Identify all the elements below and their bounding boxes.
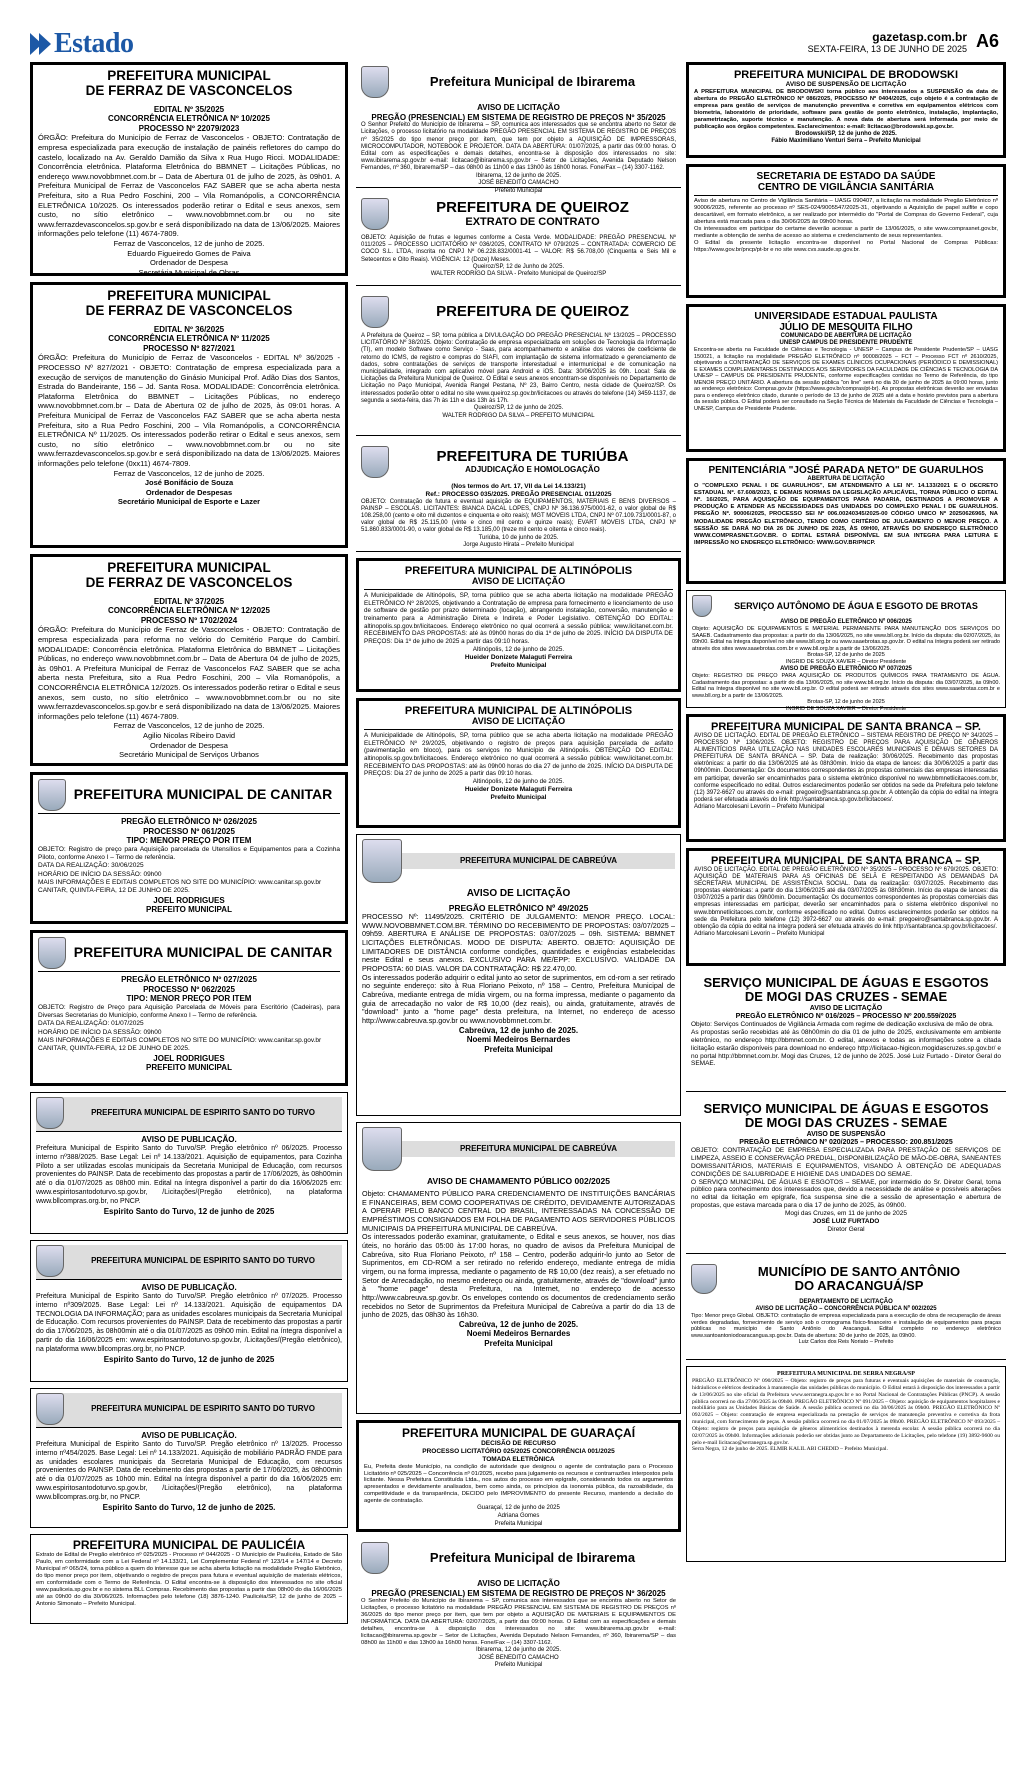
notice-title: PREFEITURA MUNICIPAL DE BRODOWSKI [733, 69, 959, 81]
notice-ibirarema-36 [356, 1538, 681, 1669]
notice-subtitle: PREGÃO ELETRÔNICO Nº 027/2025 [121, 975, 257, 984]
notice-body: Objeto: CHAMAMENTO PÚBLICO PARA CREDENCIAMENTO DE INSTITUIÇÕES BANCÁRIAS E FINANCEIRAS, BEM COMO COOPERATIVAS DE CRÉDITO, DEVIDAMENTE AUTORIZADAS A OPERAR PELO BANCO CENTRAL DO BRASIL, INTERESSADAS NA CONCESSÃO DE EMPRÉSTIMOS CONSIGNADOS EM FOLHA DE PAGAMENTO AOS SERVIDORES PÚBLICOS MUNICIPAIS DA PREFEITURA MUNICIPAL DE CABREÚVA. Os interessados poderão examinar, gratuitamente, o Edital e seus anexos, se houver, nos dias úteis, no horário das 05:00 às 17:00 horas, no quadro de avisos da Prefeitura Municipal de Cabreúva, sito Rua Floriano Peixoto, nº 158 – Centro, poderão adquirir-lo junto ao Setor de Suprimentos, em CD-ROM a ser retirado no referido endereço, mediante entrega de mídia virgem, ou na forma impressa, mediante o pagamento de R$ 10,00 (dez reais), a ser efetuado no Setor de Arrecadação, no mesmo endereço ou ainda, gratuitamente, através de "download" junto à "home page" desta Prefeitura, na Internet, no endereço de acesso http://www.cabreuva.sp.gov.br. Os envelopes contendo os documentos de credenciamento serão recebidos no Setor de Suprimentos da Prefeitura Municipal de Cabreúva a partir do dia 13 de junho de 2025, das 08h30 às 16h30. [362, 1189, 675, 1320]
notice-subtitle: AVISO DE CHAMAMENTO PÚBLICO 002/2025 [427, 1176, 610, 1186]
notice-body: OBJETO: Aquisição de frutas e legumes conforme a Cesta Verde. MODALIDADE: PREGÃO PRESENCIAL Nº 011/2025 – PROCESSO LICITATÓRIO Nº 036/2025, CONTRATO Nº 079/2025 – CONTRATADA: COMERCIO DE COCO S.L. LTDA, inscrita no CNPJ Nº 06.228.832/0001-41 – VALOR: R$ 56.708,00 (Cinquenta e Seis Mil e Setecentos e Oito Reais). VIGÊNCIA: 12 (Doze) Meses. [361, 235, 676, 263]
notice-date: Ferraz de Vasconcelos, 12 de junho de 2025. [113, 468, 265, 478]
notice-subtitle: EDITAL Nº 35/2025 [153, 104, 225, 114]
notice-title: PREFEITURA MUNICIPAL DE FERRAZ DE VASCONCELOS [85, 288, 293, 318]
notice-title: PREFEITURA MUNICIPAL DE ESPIRITO SANTO DO TURVO [91, 1108, 315, 1118]
signature-role: PREFEITO MUNICIPAL [146, 1063, 232, 1073]
notice-body: Prefeitura Municipal de Espirito Santo do Turvo/SP. Pregão eletrônico nº 13/2025. Processo interno nº454/2025. Base Legal: Lei nº 14.133/2021. Aquisição de mobiliário PADRÃO FNDE para as unidades escolares municipais da Secretaria Municipal de Educação, com recursos provenientes do PAINSP. Data de recebimento das propostas a partir de 17/06/2025, às 08h00min até o dia 01/07/2025 as 10h00 min. Edital na íntegra disponível a partir do dia 16/06/2025 em: www.espiritosantodoturvo.sp.gov.br, /Licitações/(Pregão eletrônico), na plataforma www.bllcompras.org.br, no PNCP. [36, 1440, 342, 1502]
signature-name: JOSÉ BENEDITO CAMACHO [478, 1654, 559, 1661]
notice-subtitle: TOMADA ELETRÔNICA [482, 1455, 555, 1463]
signature-name: José Bonifácio de Souza [144, 478, 234, 488]
signature-name: JOEL RODRIGUES [153, 895, 225, 905]
notice-title: SERVIÇO AUTÔNOMO DE ÁGUA E ESGOTO DE BROTAS [734, 600, 978, 611]
notice-santa-branca-35 [686, 848, 1006, 966]
municipal-crest-icon [691, 1264, 717, 1294]
notice-title: PREFEITURA MUNICIPAL DE FERRAZ DE VASCONCELOS [85, 68, 293, 98]
municipal-crest-icon [362, 839, 402, 883]
notice-title: PREFEITURA MUNICIPAL DE CABREÚVA [402, 853, 675, 869]
notice-body: Encontra-se aberta na Faculdade de Ciências e Tecnologia - UNESP – Campus de Presidente Prudente/SP – UASG 150021, a licitação na modalidade PREGÃO ELETRÔNICO nº 90008/2025 – FCT – Processo FCT nº 2610/2025, objetivando a CONTRATAÇÃO DE SERVIÇOS DE EXAMES CLÍNICOS OCUPACIONAIS (PERIÓDICO E DEMISSIONAL) E EXAMES COMPLEMENTARES DESTINADOS AOS SERVIDORES DA FACULDADE DE CIÊNCIAS E TECNOLOGIA DA UNESP – CAMPUS DE PRESIDENTE PRUDENTE, conforme especificações contidas no Termo de Referência, do tipo MENOR PREÇO UNITÁRIO. A abertura da sessão pública "on line" será no dia 30 de junho de 2025 às 09:00 horas, junto ao endereço eletrônico: Compras.gov.br (https://www.gov.br/compras/pt-br). As propostas eletrônicas deverão ser enviadas para o endereço eletrônico citado, durante o período de 13 de junho de 2025 até a data e horário previstos para a abertura da sessão pública. O Edital poderá ser consultado na Seção Técnica de Materiais da Faculdade de Ciências e Tecnologia – UNESP, Campus de Presidente Prudente. [694, 347, 998, 412]
municipal-crest-icon [361, 198, 389, 230]
signature-role: Prefeito Municipal [490, 661, 547, 669]
notice-subtitle: ADJUDICAÇÃO E HOMOLOGAÇÃO [465, 465, 600, 475]
notice-body: Extrato de Edital de Pregão eletrônico nº 025/2025 - Processo nº 044/2025 - O Município de Paulicéia, Estado de São Paulo, em conformidade com a Lei Federal nº 14.133/21, Lei Complementar Federal nº 123/14 e 147/14 e Decreto Municipal nº 065/24, torna público a quem do interesse que se acha aberta licitação na modalidade Pregão Eletrônico, do tipo menor preço por item, objetivando o registro de preços para futura e eventual aquisição de materiais elétricos, em conformidade com o Termo de Referência. O Edital encontra-se à disposição dos interessados no site oficial www.pauliceia.sp.gov.br e no sistema BLL Compras. Recebimento das propostas a partir das 08h00 do dia 16/06/2025 até as 09h00 do dia 30/06/2025. Informações pelo telefone (18) 3876-1240. Paulicéia/SP, 12 de junho de 2025 – Antonio Simonato – Prefeito Municipal. [36, 1552, 342, 1607]
notice-body: ÓRGÃO: Prefeitura do Município de Ferraz de Vasconcelos - OBJETO: Contratação de empresa especializada para execução de instalação de painéis refletores do campo do castelo, localizado na Av. Geraldo Damião da Silva x Rua Hugo Ricci. MODALIDADE: Concorrência eletrônica. Plataforma Eletrônica do BBMNET – Licitações Públicas, no endereço www.novobbmnet.com.br – Data de Abertura 01 de julho de 2025, às 09h01. A Prefeitura Municipal de Ferraz de Vasconcelos FAZ SABER que se acha aberta nesta Prefeitura, sito a Rua Pedro Foschini, 200 – Vila Romanópolis, a CONCORRÊNCIA ELETRÔNICA 10/2025. Os interessados poderão retirar o Edital e seus anexos, sem custo, no sítio eletrônico – www.novobbmnet.com.br ou no site www.ferrazdevasconcelos.sp.gov.br e será disponibilizado na data de 13/06/2025. Maiores informações pelo telefone (11) 4674-7809. [38, 133, 340, 239]
notice-body: Prefeitura Municipal de Espirito Santo do Turvo/SP. Pregão eletrônico nº 07/2025. Processo interno nº309/2025. Base Legal: Lei nº 14.133/2021. Aquisição de equipamentos DA TECNOLOGIA DA INFORMAÇÃO; para as unidades escolares municipais da Secretaria Municipal de Educação. Com recursos provenientes do PAINSP. Data de recebimento das propostas a partir do dia 17/06/2025, às 08h00min até o dia 01/07/2025 as 09h00 min. Edital na íntegra disponível a partir do dia 16/06/2025 em: www.espiritosantodoturvo.sp.gov.br, /Licitações/(Pregão eletrônico), na plataforma www.bllcompras.org.br, no PNCP. [36, 1292, 342, 1354]
notice-body: PREGÃO ELETRÔNICO Nº 090/2025 – Objeto: registro de preços para futuras e eventuais aquisições de materiais de construção, hidráulicos e elétricos destinados à manutenção das unidades públicas do município. O Edital estará à disposição dos interessados a partir de 13/06/2025 no site oficial da Prefeitura www.serranegra.sp.gov.br e no Portal Nacional de Contratações Públicas (PNCP). A sessão pública ocorrerá no dia 27/06/2025 às 09h00. PREGÃO ELETRÔNICO Nº 091/2025 – Objeto: aquisição de equipamentos hospitalares e mobiliário para as Unidades Básicas de Saúde. A sessão pública ocorrerá no dia 30/06/2025 às 09h00. PREGÃO ELETRÔNICO Nº 092/2025 – Objeto: contratação de empresa especializada na prestação de serviços de manutenção preventiva e corretiva da frota municipal, com fornecimento de peças. A sessão pública ocorrerá no dia 01/07/2025 às 09h00. PREGÃO ELETRÔNICO Nº 093/2025 – Objeto: registro de preços para aquisição de gêneros alimentícios destinados à merenda escolar. A sessão pública ocorrerá no dia 02/07/2025 às 09h00. Informações adicionais poderão ser obtidas junto ao Departamento de Licitações, pelo telefone (19) 3892-9600 ou pelo e-mail licitacao@serranegra.sp.gov.br. [692, 1378, 1000, 1446]
notice-subtitle: PREGÃO (PRESENCIAL) EM SISTEMA DE REGISTRO DE PREÇOS Nº 35/2025 [371, 112, 666, 122]
notice-subtitle: AVISO DE PREGÃO ELETRÔNICO Nº 006/2025 [780, 619, 912, 625]
notice-subtitle: CONCORRÊNCIA ELETRÔNICA Nº 11/2025 [108, 334, 270, 344]
notice-body: Eu, Prefeita deste Município, na condição de autoridade que designou o agente de contratação para o Processo Licitatório nº 025/2025 – Concorrência nº 01/2025, recebo para julgamento os recursos e contrarrazões interpostos pela licitante. Nessa Prefeitura Constituída Ltda., nos autos do processo em epígrafe, considerando todos os argumentos apresentados e devidamente analisados, bem como ainda, os princípios da isonomia pública, da razoabilidade, da competitividade e da transparência, DECIDO pelo IMPROVIMENTO do presente Recurso, mantendo a decisão do agente de contratação. [364, 1463, 673, 1505]
signature-role: Diretor Geral [827, 1225, 865, 1233]
signature-name: Fábio Maximiliano Venturi Serra – Prefeito Municipal [771, 137, 921, 144]
notice-title: PREFEITURA DE TURIÚBA [436, 447, 629, 465]
signature-name: Hueider Donizete Malaguti Ferreira [464, 786, 573, 794]
notice-altinopolis-28 [356, 558, 681, 692]
notice-title: PREFEITURA MUNICIPAL DE SANTA BRANCA – SP. [711, 721, 981, 733]
notice-penitenciaria [686, 458, 1006, 584]
municipal-crest-icon [692, 595, 712, 617]
header-meta [808, 30, 967, 54]
signature-name: Adriana Gomes [497, 1512, 540, 1519]
column-middle [356, 62, 681, 1669]
notice-date: Mogi das Cruzes, em 11 de junho de 2025 [784, 1209, 907, 1217]
signature-role: PREFEITO MUNICIPAL [146, 905, 232, 915]
notice-cabreuva-chamamento [356, 1122, 681, 1414]
notice-semae-020 [686, 1098, 1006, 1254]
notice-title: PREFEITURA MUNICIPAL DE ALTINÓPOLIS [404, 705, 633, 717]
signature-role: Prefeito Municipal [494, 1662, 543, 1669]
notice-cabreuva-49 [356, 834, 681, 1116]
notice-subtitle: EDITAL Nº 36/2025 [153, 324, 225, 334]
notice-canitar-26 [30, 772, 348, 924]
municipal-crest-icon [362, 1127, 402, 1171]
notice-body: A Municipalidade de Altinópolis, SP, torna público que se acha aberta licitação na modalidade PREGÃO ELETRÔNICO Nº 28/2025, objetivando a Contratação de empresa para fornecimento e licenciamento de uso de software de gestão por prazo determinado (locação), abrangendo instalação, conversão, manutenção e treinamento para a Administração Direta e Indireta e Poder Legislativo. OBTENÇÃO DO EDITAL: altinopolis.sp.gov.br/licitacoes. Endereço eletrônico no qual ocorrerá a sessão pública: www.licitanet.com.br. RECEBIMENTO DAS PROPOSTAS: até às 09h00 horas do dia 1º de julho de 2025. INÍCIO DA DISPUTA DE PREÇOS: Dia 1º de julho de 2025 a partir das 09:10 horas. [364, 591, 673, 646]
notice-subtitle: EDITAL Nº 37/2025 [153, 596, 225, 606]
notice-subtitle: PROCESSO Nº 061/2025 [143, 826, 235, 836]
signature-name: Noemi Medeiros Bernardes [466, 1035, 571, 1045]
notice-title: PREFEITURA MUNICIPAL DE PAULICÉIA [72, 1538, 306, 1552]
notice-subtitle: PROCESSO Nº 062/2025 [143, 984, 235, 994]
notice-queiroz-contract [356, 194, 681, 286]
signature-name: Jorge Augusto Hirata – Prefeito Municipal [463, 542, 574, 549]
notice-title: PREFEITURA DE QUEIROZ [436, 198, 629, 216]
notice-date: Altinópolis, 12 de junho de 2025. [472, 778, 565, 786]
notice-title: PREFEITURA DE QUEIROZ [436, 302, 629, 320]
notice-body: Tipo: Menor preço Global. OBJETO: contratação de empresa especializada para a execução de obra de recuperação de áreas verdes degradadas, fornecimento de serviço sob o cronograma físico-financeiro e instalação de equipamentos para praças públicas no município de Santo Antônio do Aracanguá. Edital completo no endereço eletrônico www.santoantoniodoaracangua.sp.gov.br. Data de abertura: 30 de junho de 2025, às 09h00. [691, 1313, 1001, 1339]
signature-role: Secretária Municipal de Obras [138, 267, 240, 277]
notice-ibirarema-35 [356, 62, 681, 194]
notice-subtitle: (Nos termos do Art. 17, VII da Lei 14.133/21) [451, 483, 586, 490]
chevron-icon [39, 33, 51, 55]
notice-body: Prefeitura Municipal de Espirito Santo do Turvo/SP. Pregão eletrônico nº 06/2025. Processo interno nº388/2025. Base Legal: Lei nº 14.133/2021. Aquisição de equipamentos, para Cozinha Piloto a ser utilizadas escolas municipais da Secretaria Municipal de Educação, com recursos provenientes do PAINSP. Data de recebimento das propostas a partir de 17/06/2025, às 08h00min até o dia 01/07/2025 as 08h00 min. Edital na íntegra disponível a partir do dia 16/06/2025 em: www.espiritosantodoturvo.sp.gov.br, /Licitações/(Pregão eletrônico), na plataforma www.bllcompras.org.br, no PNCP. [36, 1144, 342, 1206]
notice-body: O Senhor Prefeito do Município de Ibirarema – SP, comunica aos interessados que se encontra aberto no Setor de Licitações, o processo licitatório na modalidade PREGÃO PRESENCIAL EM SISTEMA DE REGISTRO DE PREÇOS nº 35/2025 do tipo menor preço por item, que tem por objeto a AQUISIÇÃO DE IMPRESSORAS, MICROCOMPUTADOR, NOTEBOOK E PROJETOR. DATA DA ABERTURA: 01/07/2025, a partir das 09:00 horas. O Edital com as especificações e demais detalhes, encontra-se à disposição dos interessados no site: www.ibirarema.sp.gov.br e-mail: licitacao@ibirarema.sp.gov.br – Setor de Licitações, Avenida Deputado Nelson Fernandes, nº 360, Ibirarema/SP – das 08h00 às 11h00 e das 13h00 às 16h00 horas. Fone/Fax – (14) 3307-1162. [361, 122, 676, 172]
notice-body: O "COMPLEXO PENAL I DE GUARULHOS", EM ATENDIMENTO A LEI Nº. 14.133/2021 E O DECRETO ESTADUAL Nº. 67.608/2023, E DEMAIS NORMAS DA LEGISLAÇÃO APLICÁVEL, TORNA PÚBLICO O EDITAL Nº. 16/2025, PARA AQUISIÇÃO DE EQUIPAMENTOS PARA PADARIA, DESTINADOS A PROMOVER A PRODUÇÃO E ATENDER AS NECESSIDADES DAS UNIDADES DO COMPLEXO PENAL I DE GUARULHOS. PREGÃO Nº. 90006/2025, PROCESSO SEI Nº 006.00240345/2025-00 CÓDIGO UNICO Nº 20250626965, NA MODALIDADE PREGÃO ELETRÔNICO, TENDO COMO CRITÉRIO DE JULGAMENTO O MENOR PREÇO. A SESSÃO SE DARÁ NO DIA 26 DE JUNHO DE 2025, ÀS 09H00, ATRAVÉS DO ENDEREÇO ELETRÔNICO WWW.COMPRASNET.GOV.BR. O EDITAL ESTARÁ DISPONÍVEL EM SUA INTEGRA PARA LEITURA E IMPRESSÃO NO ENDEREÇO ELETRÔNICO: WWW.GOV.BR/PNCP. [694, 483, 998, 546]
notice-title: MUNICÍPIO DE SANTO ANTÔNIO DO ARACANGUÁ/SP [757, 1263, 961, 1293]
section-title: Estado [54, 28, 134, 59]
notice-subtitle: AVISO DE PUBLICAÇÃO. [141, 1283, 237, 1292]
notice-title: SECRETARIA DE ESTADO DA SAÚDE CENTRO DE VIGILÂNCIA SANITÁRIA [756, 171, 936, 193]
notice-body: A Prefeitura de Queiroz – SP, torna pública a DIVULGAÇÃO DO PREGÃO PRESENCIAL Nº 13/2025 – PROCESSO LICITATÓRIO Nº 38/2025. Objeto: Contratação de empresa especializada em soluções de Tecnologia da Informação (TI), em modelo Software como Serviço - Saas, para acompanhamento e análise dos valores de coeficiente de retorno do ICMS, de registro e compras do SIAFI, com implantação de sistema informatizado e gerenciamento de dados, sobre contratações de serviços de transporte interestadual e intermunicipal e de comunicação na municipalidade, integrado com aplicativo móvel para Android e iOS. Data: 30/06/2025 às 09h. Local: Sala de Licitações da Prefeitura Municipal de Queiroz. O Edital e seus anexos encontram-se disponíveis no Departamento de Licitação no Paço Municipal, Avenida Rangel Pestana, Nº 23, Bairro Centro, nesta cidade de Queiroz/SP. Os interessados poderão obter o edital no site www.queiroz.sp.gov.br/licitacoes ou através do telefone (14) 3459-1137, de segunda a sexta-feira, das 7h às 11h e das 13h às 17h. [361, 333, 676, 404]
notice-title: PREFEITURA MUNICIPAL DE ESPIRITO SANTO DO TURVO [91, 1404, 315, 1414]
notice-body: AVISO DE LICITAÇÃO. EDITAL DE PREGÃO ELETRÔNICO – SISTEMA REGISTRO DE PREÇO Nº 34/2025 – PROCESSO Nº 1306/2025. OBJETO: REGISTRO DE PREÇOS PARA AQUISIÇÃO DE GÊNEROS ALIMENTÍCIOS PARA UTILIZAÇÃO NAS UNIDADES ESCOLARES MUNICIPAIS E DEMAIS SETORES DA PREFEITURA DE SANTA BRANCA – SP. Data de realização: 30/06/2025. Recebimento das propostas eletrônicas: a partir do dia 13/06/2025 até às 08h30min. Início da etapa de lances: dia 30/06/2025 a partir das 09h00min. Documentação: Os documentos correspondentes às propostas comerciais das empresas interessadas em participar, deverão ser encaminhados para o sistema eletrônico disponível no www.bbmnetlicitacoes.com.br, conforme especificado no edital. Outros esclarecimentos poderão ser obtidos na sede da Prefeitura pelo telefone (12) 3972-6627 ou através do e-mail: pregoeiro@santabranca.sp.gov.br. A obtenção da cópia do edital na íntegra poderá ser efetuada através do link http://santabranca.sp.gov.br/licitacoes/. [694, 733, 998, 803]
notice-body: OBJETO: Registro de Preço para Aquisição Parcelada de Móveis para Escritório (Cadeiras), para Diversas Secretarias do Município, conforme Anexo I – Termo de referência. DATA DA REALIZAÇÃO: 01/07/2025 HORÁRIO DE INÍCIO DA SESSÃO: 09h00 MAIS INFORMAÇÕES E EDITAIS COMPLETOS NO SITE DO MUNICÍPIO: www.canitar.sp.gov.br CANITAR, QUINTA-FEIRA, 12 DE JUNHO DE 2025. [38, 1003, 340, 1053]
page-number: A6 [975, 31, 999, 51]
signature-name: JOEL RODRIGUES [153, 1053, 225, 1063]
municipal-crest-icon [361, 1542, 389, 1574]
notice-subtitle: AVISO DE LICITAÇÃO – CONCORRÊNCIA PÚBLICA Nº 002/2025 [755, 1306, 937, 1313]
section-logo [30, 28, 133, 60]
notice-subtitle: Ref.: PROCESSO 035/2025. PREGÃO PRESENCIAL 011/2025 [425, 490, 612, 498]
municipal-crest-icon [361, 296, 389, 328]
notice-ferraz-37 [30, 554, 348, 766]
notice-saae-brotas [686, 590, 1006, 713]
notice-date: Ibirarema, 12 de junho de 2025. [475, 172, 562, 179]
notice-unesp [686, 304, 1006, 452]
notice-subtitle: PROCESSO Nº 22079/2023 [138, 123, 240, 133]
municipal-crest-icon [38, 937, 66, 969]
notice-subtitle: TIPO: MENOR PREÇO POR ITEM [126, 994, 252, 1004]
notice-subtitle: DEPARTAMENTO DE LICITAÇÃO [799, 1299, 893, 1305]
notice-serra-negra [686, 1366, 1006, 1562]
notice-subtitle: PREGÃO ELETRÔNICO Nº 026/2025 [121, 817, 257, 826]
notice-subtitle: AVISO DE PREGÃO ELETRÔNICO Nº 007/2025 [780, 666, 912, 673]
notice-brodowski [686, 62, 1006, 158]
signature-name: Luiz Carlos dos Reis Noriato – Prefeito [798, 1339, 894, 1346]
signature-role: Prefeito Municipal [490, 793, 547, 801]
notice-subtitle: AVISO DE LICITAÇÃO [466, 888, 571, 899]
notice-title: Prefeitura Municipal de Ibirarema [429, 1549, 636, 1565]
notice-date: Cabreúva, 12 de junho de 2025. [458, 1025, 579, 1035]
signature-name: Adriano Marcolesani Levorin – Prefeito Municipal [694, 930, 825, 937]
notice-date: Espirito Santo do Turvo, 12 de junho de 2025 [103, 1207, 275, 1217]
signature-role: Secretário Municipal de Serviços Urbanos [119, 750, 259, 760]
notice-santa-branca-34 [686, 714, 1006, 842]
signature-name: INGRID DE SOUZA XAVIER – Diretor Presidente [785, 659, 907, 666]
municipal-crest-icon [36, 1393, 64, 1425]
notice-guaracai [356, 1420, 681, 1532]
signature-name: Agilio Nicolas Ribeiro David [142, 731, 236, 740]
notice-title: PENITENCIÁRIA "JOSÉ PARADA NETO" DE GUARULHOS [708, 465, 984, 476]
notice-ferraz-36 [30, 282, 348, 548]
notice-subtitle: AVISO DE LICITAÇÃO [471, 576, 566, 587]
notice-subtitle: PROCESSO Nº 827/2021 [143, 343, 235, 353]
notice-subtitle: CONCORRÊNCIA ELETRÔNICA Nº 10/2025 [108, 114, 270, 124]
notice-body: Aviso de abertura no Centro de Vigilância Sanitária – UASG 090407, a licitação na modalidade Pregão Eletrônico nº 90006/2025, referente ao processo nº SES-024/9005547/2025-31, objetivando a Aquisição de papel sulfite e copo descartável, em formato eletrônico, a ser realizado por intermédio do "Portal de Compras do Governo Federal", cuja abertura está marcada para o dia 30/06/2025 às 09h00 horas. Os interessados em participar do certame deverão acessar a partir de 13/06/2025, o site www.comprasnet.gov.br, mediante a obtenção de senha de acesso ao sistema e credenciamento de seus representantes. O Edital da presente licitação encontra-se disponível no Portal Nacional de Compras Públicas: https://www.gov.br/pncp/pt-br e no site www.cvs.saude.sp.gov.br. [694, 198, 998, 254]
notice-date: Espirito Santo do Turvo, 12 de junho de 2025. [102, 1503, 276, 1513]
page-header [0, 0, 1011, 60]
municipal-crest-icon [38, 779, 66, 811]
notice-body: Objeto: AQUISIÇÃO DE EQUIPAMENTOS E MATERIAL PERMANENTE PARA MANUTENÇÃO DOS SERVIÇOS DO SAAEB. Cadastramento das propostas: a partir do dia 13/06/2025, no site www.bll.org.br. Início da disputa: dia 02/07/2025, às 09h00. Edital na íntegra disponível no site www.bll.org.br ou www.saaebrotas.sp.gov.br. O edital na íntegra poderá ser retirado através dos sites www.saaebrotas.com.br e www.bll.org.br a partir de 13/06/2025. [692, 626, 1000, 652]
signature-name: JOSÉ LUIZ FURTADO [812, 1218, 880, 1226]
notice-title: PREFEITURA MUNICIPAL DE CANITAR [73, 944, 333, 961]
notice-date: Brotas-SP, 12 de junho de 2025 [807, 699, 885, 706]
notice-queiroz-pregao [356, 292, 681, 436]
notice-aracangua [686, 1260, 1006, 1360]
notice-body: OBJETO: Registro de preço para Aquisição parcelada de Utensílios e Equipamentos para a Cozinha Piloto, conforme Anexo I – Termo de referência. DATA DA REALIZAÇÃO: 30/06/2025 HORÁRIO DE INÍCIO DA SESSÃO: 09h00 MAIS INFORMAÇÕES E EDITAIS COMPLETOS NO SITE DO MUNICÍPIO: www.canitar.sp.gov.br CANITAR, QUINTA-FEIRA, 12 DE JUNHO DE 2025. [38, 845, 340, 895]
signature-role: Prefeita Municipal [484, 1338, 553, 1348]
notice-subtitle: AVISO DE PUBLICAÇÃO. [141, 1431, 237, 1440]
signature-role: Prefeita Municipal [494, 1520, 543, 1527]
municipal-crest-icon [361, 66, 389, 98]
notice-turvo-07 [30, 1240, 348, 1382]
column-left [30, 62, 348, 1630]
notice-subtitle: AVISO DE LICITAÇÃO [477, 103, 560, 112]
notice-date: Queiroz/SP, 12 de junho de 2025. [473, 404, 564, 411]
notice-body: OBJETO: Contratação de futura e eventual aquisição de EQUIPAMENTOS, MATERIAIS E BENS DIVERSOS – PAINSP – ESCOLAS. LICITANTES: BIANCA DACAL LOPES, CNPJ Nº 36.136.975/0001-62, o valor global de R$ 108.258,00 (cento e oito mil duzentos e cinquenta e oito reais); MGT MOVEIS LTDA, CNPJ Nº 07.109.731/0001-87, o valor global de R$ 25.115,00 (vinte e cinco mil cento e quinze reais); EVART MOVEIS LTDA, CNPJ Nº 51.860.833/0001-90, o valor global de R$ 13.185,00 (treze mil cento e oitenta e cinco reais). [361, 498, 676, 534]
notice-body: ÓRGÃO: Prefeitura do Município de Ferraz de Vasconcelos - OBJETO: Contratação de empresa especializada para reforma no velório do Cemitério Parque do Cambirí. MODALIDADE: Concorrência eletrônica. Plataforma Eletrônica do BBMNET – Licitações Públicas, no endereço www.novobbmnet.com.br – Data de Abertura 04 de julho de 2025, às 09h01. A Prefeitura Municipal de Ferraz de Vasconcelos FAZ SABER que se acha aberta nesta Prefeitura, sito a Rua Pedro Foschini, 200 – Vila Romanópolis, a CONCORRÊNCIA ELETRÔNICA 12/2025. Os interessados poderão retirar o Edital e seus anexos, sem custo, no sítio eletrônico – www.novobbmnet.com.br ou no site www.ferrazdevasconcelos.sp.gov.br e será disponibilizado na data de 13/06/2025. Maiores informações pelo telefone (11) 4674-7809. [38, 625, 340, 721]
signature-name: WALTER RODRIGO DA SILVA – PREFEITO MUNICIPAL [442, 412, 595, 419]
notice-turvo-13 [30, 1388, 348, 1528]
municipal-crest-icon [36, 1097, 64, 1129]
notice-subtitle: PREGÃO (PRESENCIAL) EM SISTEMA DE REGISTRO DE PREÇOS Nº 36/2025 [371, 1588, 666, 1598]
signature-role: Ordenador de Despesa [150, 740, 228, 750]
notice-title: PREFEITURA MUNICIPAL DE SANTA BRANCA – SP. [711, 855, 981, 867]
signature-role: Ordenador de Despesas [145, 487, 233, 497]
notice-date: Serra Negra, 12 de junho de 2025. ELMIR KALIL ABI CHEDID – Prefeito Municipal. [692, 1446, 888, 1453]
notice-body: PROCESSO Nº: 11495/2025. CRITÉRIO DE JULGAMENTO: MENOR PREÇO. LOCAL: WWW.NOVOBBMNET.COM.BR. TÉRMINO DO RECEBIMENTO DE PROPOSTAS: 03/07/2025 – 09h59. ABERTURA E ANÁLISE DE PROPOSTAS: 03/07/2025 – 09h. SISTEMA: BBMNET LICITAÇÕES ELETRÔNICAS. MODO DE DISPUTA: ABERTO. OBJETO: AQUISIÇÃO DE LIMITADORES DE DISTÂNCIA conforme condições, quantidades e exigências estabelecidas neste Edital e seus anexos. EXCLUSIVO PARA ME/EPP: EXCLUSIVO. VALIDADE DA PROPOSTA: 60 DIAS. VALOR DA CONTRATAÇÃO: R$ 22.470,00. Os interessados poderão adquirir o edital junto ao setor de suprimentos, em cd-rom a ser retirado no seguinte endereço: sito à Rua Floriano Peixoto, nº 158 – Centro, Prefeitura Municipal de Cabreúva, mediante entrega de mídia virgem, ou na forma impressa, mediante o pagamento da guia de arrecadação no valor de R$ 10,00 (dez reais), ou ainda, gratuitamente, através de "download" junto a "home page" desta prefeitura, na Internet, no endereço de acesso http://www.cabreuva.sp.gov.br ou www.novobbmnet.com.br. [362, 912, 675, 1025]
municipal-crest-icon [361, 446, 389, 478]
notice-date: Cabreúva, 12 de junho de 2025. [458, 1319, 579, 1329]
notice-subtitle: DECISÃO DE RECURSO [481, 1440, 556, 1448]
notice-subtitle: AVISO DE LICITAÇÃO [477, 1579, 560, 1588]
notice-subtitle: EXTRATO DE CONTRATO [465, 216, 600, 229]
notice-canitar-27 [30, 930, 348, 1086]
notice-saude [686, 164, 1006, 298]
notice-date: Espirito Santo do Turvo, 12 de junho de 2025 [103, 1355, 275, 1365]
notice-body: OBJETO: CONTRATAÇÃO DE EMPRESA ESPECIALIZADA PARA PRESTAÇÃO DE SERVIÇOS DE LIMPEZA, ASSEIO E CONSERVAÇÃO PREDIAL, DISPONIBILIZAÇÃO DE MÃO-DE-OBRA, SANEANTES DOMISSANITÁRIOS, MATERIAIS E EQUIPAMENTOS, VISANDO À OBTENÇÃO DE ADEQUADAS CONDIÇÕES DE SALUBRIDADE E HIGIENE DAS UNIDADES DO SEMAE. O SERVIÇO MUNICIPAL DE ÁGUAS E ESGOTOS – SEMAE, por intermédio do Sr. Diretor Geral, torna público para conhecimento dos interessados que, devido a necessidade de análise e possíveis alterações no edital da licitação em epígrafe, fica suspensa sine die a sessão de apresentação e abertura de propostas, que estava marcada para o dia 17 de junho de 2025, às 09h00. [691, 1147, 1001, 1209]
signature-role: Prefeito Municipal [494, 187, 543, 194]
notice-subtitle: AVISO DE SUSPENSÃO [806, 1130, 886, 1138]
notice-altinopolis-29 [356, 698, 681, 828]
signature-role: Secretário Municipal de Esporte e Lazer [117, 497, 261, 507]
notice-subtitle: TIPO: MENOR PREÇO POR ITEM [126, 836, 252, 846]
notice-pauliceia [30, 1534, 348, 1624]
signature-role: Ordenador de Despesa [150, 258, 228, 268]
notice-title: SERVIÇO MUNICIPAL DE ÁGUAS E ESGOTOS DE MOGI DAS CRUZES - SEMAE [703, 1101, 989, 1131]
notice-title: PREFEITURA MUNICIPAL DE CABREÚVA [402, 1141, 675, 1157]
notice-subtitle: PROCESSO LICITATÓRIO 025/2025 CONCORRÊNCIA 001/2025 [422, 1447, 615, 1455]
signature-name: Hueider Donizete Malaguti Ferreira [464, 653, 573, 661]
notice-date: Ibirarema, 12 de junho de 2025. [475, 1646, 562, 1653]
notice-title: PREFEITURA MUNICIPAL DE CANITAR [73, 786, 333, 803]
signature-name: Adriano Marcolesani Levorin – Prefeito Municipal [694, 803, 825, 810]
notice-body: O Senhor Prefeito do Município de Ibirarema – SP, comunica aos interessados que se encontra aberto no Setor de Licitações, o processo licitatório na modalidade PREGÃO PRESENCIAL EM SISTEMA DE REGISTRO DE PREÇOS nº 36/2025 do tipo menor preço por item, que tem por objeto a AQUISIÇÃO DE MATERIAIS E EQUIPAMENTOS DE INFORMÁTICA. DATA DA ABERTURA: 02/07/2025, a partir das 09:00 horas. O Edital com as especificações e demais detalhes, encontra-se à disposição dos interessados no site: www.ibirarema.sp.gov.br e-mail: licitacao@ibirarema.sp.gov.br – Setor de Licitações, Avenida Deputado Nelson Fernandes, nº 360, Ibirarema/SP – das 08h00 às 11h00 e das 13h00 às 16h00 horas. Fone/Fax – (14) 3307-1162. [361, 1598, 676, 1646]
notice-subtitle: ABERTURA DE LICITAÇÃO [807, 476, 885, 482]
notice-title: SERVIÇO MUNICIPAL DE ÁGUAS E ESGOTOS DE MOGI DAS CRUZES - SEMAE [703, 975, 989, 1005]
notice-subtitle: PREGÃO ELETRÔNICO Nº 020/2025 – PROCESSO: 200.851/2025 [739, 1138, 953, 1146]
notice-title: PREFEITURA MUNICIPAL DE FERRAZ DE VASCONCELOS [85, 560, 293, 590]
notice-ferraz-35 [30, 62, 348, 276]
notice-title: PREFEITURA MUNICIPAL DE ALTINÓPOLIS [404, 565, 633, 577]
notice-subtitle: COMUNICADO DE ABERTURA DE LICITAÇÃO [780, 333, 912, 339]
notice-subtitle: AVISO DE LICITAÇÃO [809, 1004, 883, 1012]
notice-title: PREFEITURA MUNICIPAL DE GUARAÇAÍ [401, 1426, 636, 1440]
notice-body: Objeto: REGISTRO DE PREÇO PARA AQUISIÇÃO DE PRODUTOS QUÍMICOS PARA TRATAMENTO DE ÁGUA. Cadastramento das propostas: a partir do dia 13/06/2025, no site www.bll.org.br. Início da disputa: dia 03/07/2025, às 09h00. Edital na íntegra disponível no site www.bll.org.br. O edital poderá ser retirado através dos sites www.saaebrotas.com.br e www.bll.org.br a partir de 13/06/2025. [692, 673, 1000, 699]
notice-subtitle: PROCESSO Nº 1702/2024 [140, 615, 238, 625]
notice-date: Guaraçaí, 12 de junho de 2025 [477, 1505, 560, 1512]
signature-name: Noemi Medeiros Bernardes [466, 1329, 571, 1339]
notice-subtitle: CONCORRÊNCIA ELETRÔNICA Nº 12/2025 [108, 606, 270, 616]
notice-subtitle: PREGÃO ELETRÔNICO Nº 016/2025 – PROCESSO Nº 200.559/2025 [735, 1012, 957, 1020]
site-url[interactable]: gazetasp.com.br [872, 30, 967, 44]
notice-body: A PREFEITURA MUNICIPAL DE BRODOWSKI torna público aos interessados a SUSPENSÃO da data de abertura do PREGÃO ELETRÔNICO Nº 086/2025, PROCESSO Nº 0404/2025, cujo objeto é a contratação de empresa para gestão de serviços de manutenção preventiva e corretiva em equipamentos elétricos com biometria, laboratório de prioridade, software para gestão de ponto eletrônico, instalação, implantação, parametrização, suporte técnico e manutenção. A nova data de abertura será informada por meio de publicação aos órgãos competentes. Esclarecimentos: e-mail: licitacao@brodowski.sp.gov.br. [694, 88, 998, 130]
issue-date: SEXTA-FEIRA, 13 DE JUNHO DE 2025 [807, 44, 967, 54]
notice-body: AVISO DE LICITAÇÃO. EDITAL DE PREGÃO ELETRÔNICO Nº 35/2025 – PROCESSO Nº 679/2025. OBJETO: AQUISIÇÃO DE MATERIAIS PARA AS OFICINAS DE SELÃ E RESPEITANDO AS DEMANDAS DA SECRETARIA MUNICIPAL DE ASSISTÊNCIA SOCIAL. Data da realização: 03/07/2025. Recebimento das propostas eletrônicas: a partir do dia 13/06/2025 até dia 03/07/2025 às 08h30min. Início da etapa de lances: dia 03/07/2025 a partir das 09h00min. Documentação: Os documentos correspondentes às propostas comerciais das empresas interessadas em participar, deverão ser encaminhados para o sistema eletrônico disponível no www.bbmnetlicitacoes.com.br, conforme especificado no edital. Outros esclarecimentos poderão ser obtidos na sede da Prefeitura pelo telefone (12) 3972-6627 ou através do e-mail: pregoeiro@santabranca.sp.gov.br. A obtenção da cópia do edital na íntegra poderá ser efetuada através do link http://santabranca.sp.gov.br/licitacoes/. [694, 867, 998, 930]
notice-date: Brotas-SP, 12 de junho de 2025 [807, 652, 885, 659]
notice-title: UNIVERSIDADE ESTADUAL PAULISTA JÚLIO DE MESQUITA FILHO [754, 311, 938, 333]
notice-subtitle: UNESP CAMPUS DE PRESIDENTE PRUDENTE [779, 340, 913, 347]
notice-date: Queiroz/SP, 12 de Junho de 2025. [472, 263, 565, 270]
notice-semae-016 [686, 972, 1006, 1092]
municipal-crest-icon [36, 1245, 64, 1277]
signature-role: Prefeita Municipal [484, 1044, 553, 1054]
notice-subtitle: AVISO DE LICITAÇÃO [471, 716, 566, 727]
notice-date: Ferraz de Vasconcelos, 12 de junho de 2025. [113, 239, 265, 248]
notice-date: Ferraz de Vasconcelos, 12 de junho de 2025. [113, 721, 265, 731]
notice-date: Turiúba, 10 de junho de 2025. [478, 534, 559, 541]
signature-name: INGRID DE SOUZA XAVIER – Diretor Presidente [785, 706, 907, 713]
notice-title: PREFEITURA MUNICIPAL DE SERRA NEGRA/SP [777, 1371, 915, 1377]
notice-date: Altinópolis, 12 de junho de 2025. [472, 645, 565, 653]
signature-name: Eduardo Figueiredo Gomes de Paiva [127, 248, 251, 258]
notice-subtitle: PREGÃO ELETRÔNICO Nº 49/2025 [448, 903, 589, 913]
notice-date: Brodowski/SP, 12 de junho de 2025. [795, 130, 897, 137]
notice-title: Prefeitura Municipal de Ibirarema [429, 73, 636, 89]
column-right [686, 62, 1006, 1568]
signature-name: WALTER RODRIGO DA SILVA - Prefeito Municipal de Queiroz/SP [430, 271, 607, 278]
notice-turiuba [356, 442, 681, 552]
signature-name: JOSÉ BENEDITO CAMACHO [478, 180, 559, 187]
notice-subtitle: AVISO DE PUBLICAÇÃO. [141, 1135, 237, 1144]
notice-body: Objeto: Serviços Continuados de Vigilância Armada com regime de dedicação exclusiva de mão de obra. As propostas serão recebidas até às 08h00min do dia 01 de julho de 2025, exclusivamente em ambiente eletrônico, no endereço http://bbmnet.com.br. O edital, anexos e todas as informações sobre a citada licitação estarão disponíveis para download no endereço http://licitacao-higicon.mogidascruzes.sp.gov.br/ e no portal http://bbmnet.com.br. Mogi das Cruzes, 12 de junho de 2025. José Luiz Furtado - Diretor Geral do SEMAE. [691, 1021, 1001, 1068]
notice-turvo-06 [30, 1092, 348, 1234]
notice-title: PREFEITURA MUNICIPAL DE ESPIRITO SANTO DO TURVO [91, 1256, 315, 1266]
notice-body: ÓRGÃO: Prefeitura do Município de Ferraz de Vasconcelos - EDITAL Nº 36/2025 - PROCESSO Nº 827/2021 - OBJETO: Contratação de empresa especializada para a execução de serviços de manutenção do Ginásio Municipal Prof. Adão Dias dos Santos, Estrada do Bandeirante, 156 – Jd. Santa Rosa. MODALIDADE: Concorrência eletrônica. Plataforma Eletrônica do BBMNET – Licitações Públicas, no endereço www.novobbmnet.com.br – Data de Abertura 02 de julho de 2025, às 09:01 horas. A Prefeitura Municipal de Ferraz de Vasconcelos FAZ SABER que se acha aberta nesta Prefeitura, sito a Rua Pedro Foschini, 200 – Vila Romanópolis, a CONCORRÊNCIA ELETRÔNICA Nº 11/2025. Os interessados poderão retirar o Edital e seus anexos, sem custo, no sítio eletrônico – www.novobbmnet.com.br ou no site www.ferrazdevasconcelos.sp.gov.br e será disponibilizado na data de 13/06/2025. Maiores informações pelo telefone (0xx11) 4674-7809. [38, 353, 340, 468]
notice-subtitle: AVISO DE SUSPENSÃO DE LICITAÇÃO [785, 81, 907, 89]
notice-body: A Municipalidade de Altinópolis, SP, torna público que se acha aberta licitação na modalidade PREGÃO ELETRÔNICO Nº 29/2025, objetivando o registro de preços para aquisição parcelada de asfalto (pavimentação em bloco), para os serviços no Município de Altinópolis. OBTENÇÃO DO EDITAL: altinopolis.sp.gov.br/licitacoes. Endereço eletrônico no qual ocorrerá a sessão pública: www.licitanet.com.br. RECEBIMENTO DAS PROPOSTAS: até às 09h00 horas do dia 27 de junho de 2025. INÍCIO DA DISPUTA DE PREÇOS: Dia 27 de junho de 2025 a partir das 09:10 horas. [364, 731, 673, 778]
